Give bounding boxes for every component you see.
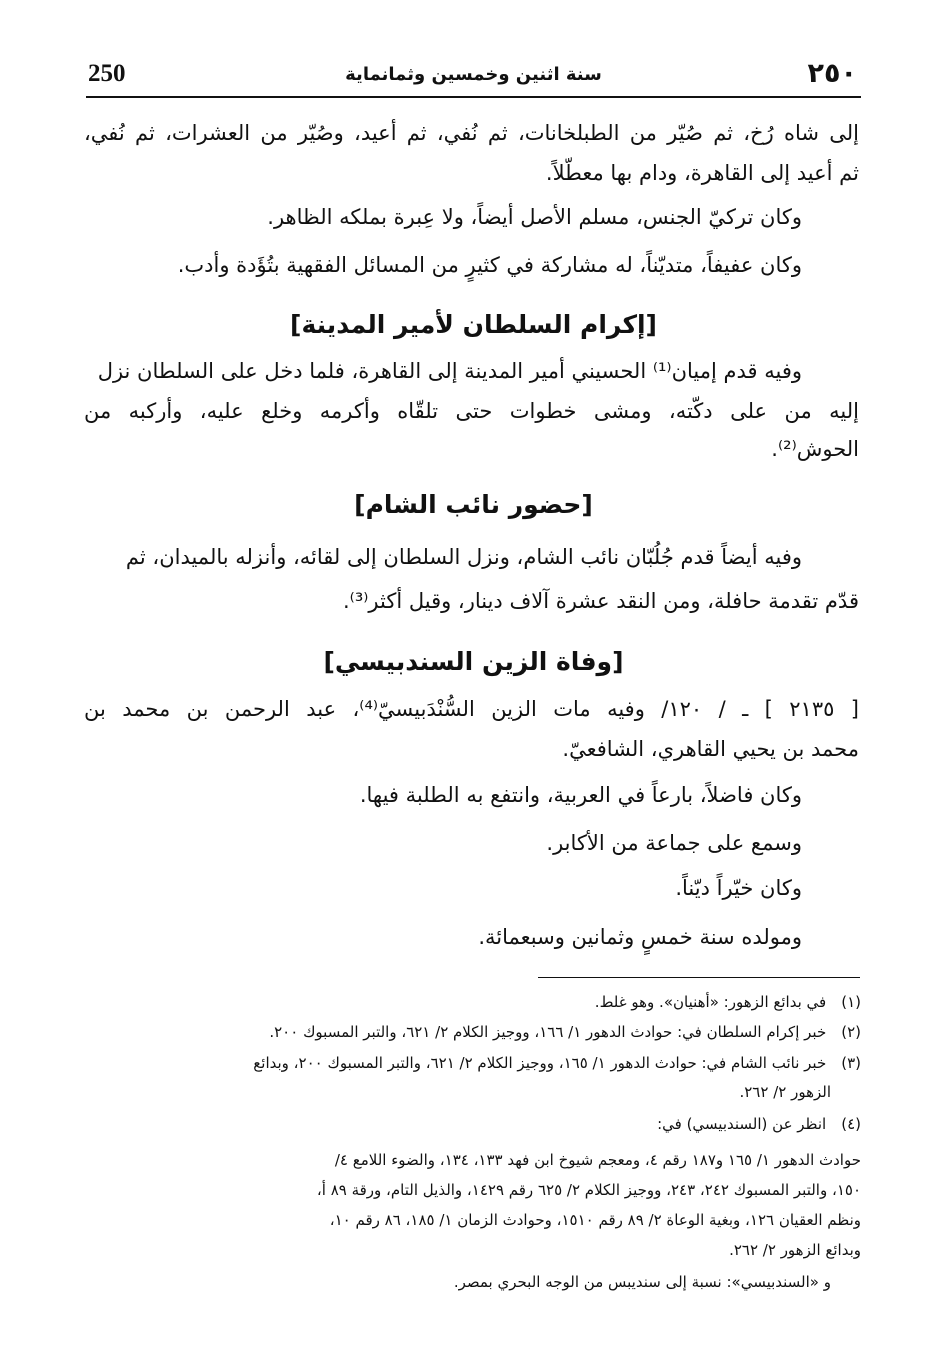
body-line: [ ٢١٣٥ ] ـ / ١٢٠/ وفيه مات الزين السُّنْدَبيسيّ⁽⁴⁾، عبد الرحمن بن محمد بن	[84, 697, 859, 721]
footnote-rule	[538, 977, 860, 978]
footnote-3	[86, 1051, 861, 1075]
body-line: محمد بن يحيي القاهري، الشافعيّ.	[562, 737, 859, 761]
header-rule	[86, 96, 861, 98]
body-line: قدّم تقدمة حافلة، ومن النقد عشرة آلاف دينار، وقيل أكثر⁽³⁾.	[342, 589, 859, 613]
body-line: وكان فاضلاً، بارعاً في العربية، وانتفع به الطلبة فيها.	[359, 783, 802, 807]
footnote-4-cont: و «السندبيسي»: نسبة إلى سنديبس من الوجه البحري بمصر.	[453, 1273, 831, 1291]
section-heading: [إكرام السلطان لأمير المدينة]	[290, 310, 657, 339]
page-number-arabic: ٢٥٠	[807, 58, 857, 89]
running-title: سنة اثنين وخمسين وثمانماية	[345, 64, 602, 85]
footnote-text: خبر إكرام السلطان في: حوادث الدهور ١/ ١٦٦، ووجيز الكلام ٢/ ٦٢١، والتبر المسبوك ٢٠٠.	[269, 1023, 827, 1041]
footnote-4	[86, 1112, 861, 1136]
footnote-text: انظر عن (السندبيسي) في:	[657, 1115, 827, 1133]
footnote-text: في بدائع الزهور: «أهنيان». وهو غلط.	[594, 993, 827, 1011]
section-heading: [وفاة الزين السندبيسي]	[323, 647, 624, 676]
footnote-number: (٢)	[841, 1023, 861, 1041]
body-line: الحوش⁽²⁾.	[771, 437, 859, 461]
body-line: ومولده سنة خمسٍ وثمانين وسبعمائة.	[478, 925, 802, 949]
footnote-1	[86, 990, 861, 1014]
footnote-4-cont: وبدائع الزهور ٢/ ٢٦٢.	[729, 1241, 861, 1259]
footnote-number: (٤)	[841, 1115, 861, 1133]
page-number-latin: 250	[88, 60, 126, 87]
body-line: وكان عفيفاً، متديّناً، له مشاركة في كثيرٍ من المسائل الفقهية بتُؤَدة وأدب.	[177, 253, 802, 277]
body-line: وكان تركيّ الجنس، مسلم الأصل أيضاً، ولا عِبرة بملكه الظاهر.	[267, 205, 802, 229]
body-line: وسمع على جماعة من الأكابر.	[546, 831, 802, 855]
body-line: ثم أعيد إلى القاهرة، ودام بها معطّلاً.	[545, 161, 859, 185]
footnote-2	[86, 1020, 861, 1044]
footnote-text: خبر نائب الشام في: حوادث الدهور ١/ ١٦٥، ووجيز الكلام ٢/ ٦٢١، والتبر المسبوك ٢٠٠، وبدائع	[253, 1054, 827, 1072]
body-line: إليه من على دكّته، ومشى خطوات حتى تلقّاه وأكرمه وخلع عليه، وأركبه من	[84, 399, 859, 423]
footnote-3-cont: الزهور ٢/ ٢٦٢.	[739, 1083, 831, 1101]
footnote-4-cont: حوادث الدهور ١/ ١٦٥ و١٨٧ رقم ٤، ومعجم شيوخ ابن فهد ١٣٣، ١٣٤، والضوء اللامع ٤/	[334, 1151, 861, 1169]
footnote-number: (١)	[841, 993, 861, 1011]
footnote-number: (٣)	[841, 1054, 861, 1072]
body-line: إلى شاه رُخ، ثم صُيّر من الطبلخانات، ثم نُفي، ثم أعيد، وصُيّر من العشرات، ثم نُفي،	[84, 121, 859, 145]
body-line: وفيه قدم إميان⁽¹⁾ الحسيني أمير المدينة إلى القاهرة، فلما دخل على السلطان نزل	[97, 359, 802, 383]
body-line: وكان خيّراً ديّناً.	[675, 876, 802, 900]
body-line: وفيه أيضاً قدم جُلُبّان نائب الشام، ونزل السلطان إلى لقائه، وأنزله بالميدان، ثم	[125, 545, 802, 569]
footnote-4-cont: ونظم العقيان ١٢٦، وبغية الوعاة ٢/ ٨٩ رقم ١٥١٠، وحوادث الزمان ١/ ١٨٥، ٨٦ رقم ١٠،	[329, 1211, 861, 1229]
footnote-4-cont: ١٥٠، والتبر المسبوك ٢٤٢، ٢٤٣، ووجيز الكلام ٢/ ٦٢٥ رقم ١٤٢٩، والذيل التام، ورقة ٨٩ أ،	[316, 1181, 861, 1199]
section-heading: [حضور نائب الشام]	[354, 490, 593, 519]
